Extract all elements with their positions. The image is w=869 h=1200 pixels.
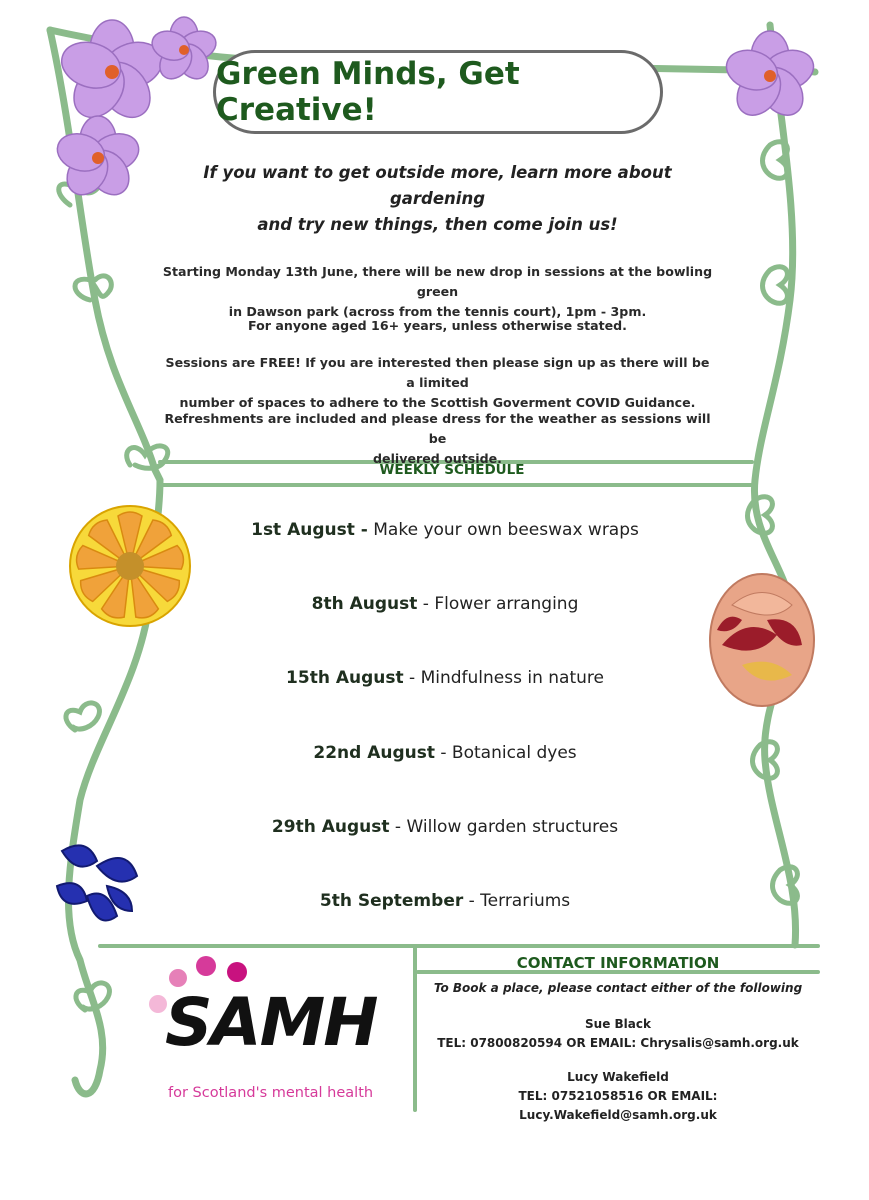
schedule-date: 1st August -: [251, 520, 368, 540]
samh-wordmark: SAMH: [165, 984, 377, 1061]
schedule-item: [160, 891, 730, 911]
contact-name: Sue Black: [585, 1017, 651, 1031]
schedule-item: [160, 743, 730, 763]
schedule-activity: - Mindfulness in nature: [403, 668, 604, 688]
schedule-date: 8th August: [311, 594, 418, 614]
paragraph-line: Sessions are FREE! If you are interested then please sign up as there will be a limited: [165, 355, 710, 390]
contact-name: Lucy Wakefield: [567, 1070, 669, 1084]
schedule-activity: - Botanical dyes: [434, 743, 577, 763]
logo-dot: [196, 956, 216, 976]
info-paragraph: [160, 353, 715, 413]
contact-person: [418, 1068, 818, 1125]
contact-subtitle: To Book a place, please contact either of the following: [433, 981, 803, 995]
schedule-activity: - Terrariums: [463, 891, 571, 911]
schedule-item: [160, 817, 730, 837]
schedule-date: 5th September: [319, 891, 464, 911]
paragraph-line: in Dawson park (across from the tennis court), 1pm - 3pm.: [228, 304, 647, 319]
intro-line: and try new things, then come join us!: [257, 215, 618, 234]
contact-details: TEL: 07521058516 OR EMAIL: Lucy.Wakefield@samh.org.uk: [518, 1089, 718, 1122]
samh-tagline: for Scotland's mental health: [168, 1085, 374, 1101]
schedule-activity: Make your own beeswax wraps: [367, 520, 639, 540]
paragraph-line: delivered outside.: [373, 451, 502, 466]
page-title: Green Minds, Get Creative!: [216, 56, 520, 128]
paragraph-line: For anyone aged 16+ years, unless otherwise stated.: [248, 318, 627, 333]
info-paragraph: [160, 316, 715, 336]
intro-text: [165, 160, 710, 238]
schedule-activity: - Flower arranging: [417, 594, 579, 614]
schedule-item: [160, 668, 730, 688]
contact-details: TEL: 07800820594 OR EMAIL: Chrysalis@samh.org.uk: [437, 1036, 799, 1050]
schedule-activity: - Willow garden structures: [389, 817, 619, 837]
title-banner: [213, 50, 663, 134]
intro-line: If you want to get outside more, learn more about gardening: [203, 163, 672, 208]
schedule-item: [160, 594, 730, 614]
contact-title: CONTACT INFORMATION: [516, 954, 720, 972]
paragraph-line: Refreshments are included and please dress for the weather as sessions will be: [164, 411, 711, 446]
logo-dot: [227, 962, 247, 982]
schedule-date: 15th August: [286, 668, 404, 688]
schedule-date: 29th August: [271, 817, 390, 837]
paragraph-line: Starting Monday 13th June, there will be new drop in sessions at the bowling green: [162, 264, 713, 299]
schedule-item: [160, 520, 730, 540]
schedule-title: WEEKLY SCHEDULE: [379, 462, 525, 478]
contact-person: [418, 1015, 818, 1053]
info-paragraph: [160, 409, 715, 469]
paragraph-line: number of spaces to adhere to the Scottish Goverment COVID Guidance.: [179, 395, 696, 410]
schedule-date: 22nd August: [313, 743, 435, 763]
info-paragraph: [160, 262, 715, 322]
